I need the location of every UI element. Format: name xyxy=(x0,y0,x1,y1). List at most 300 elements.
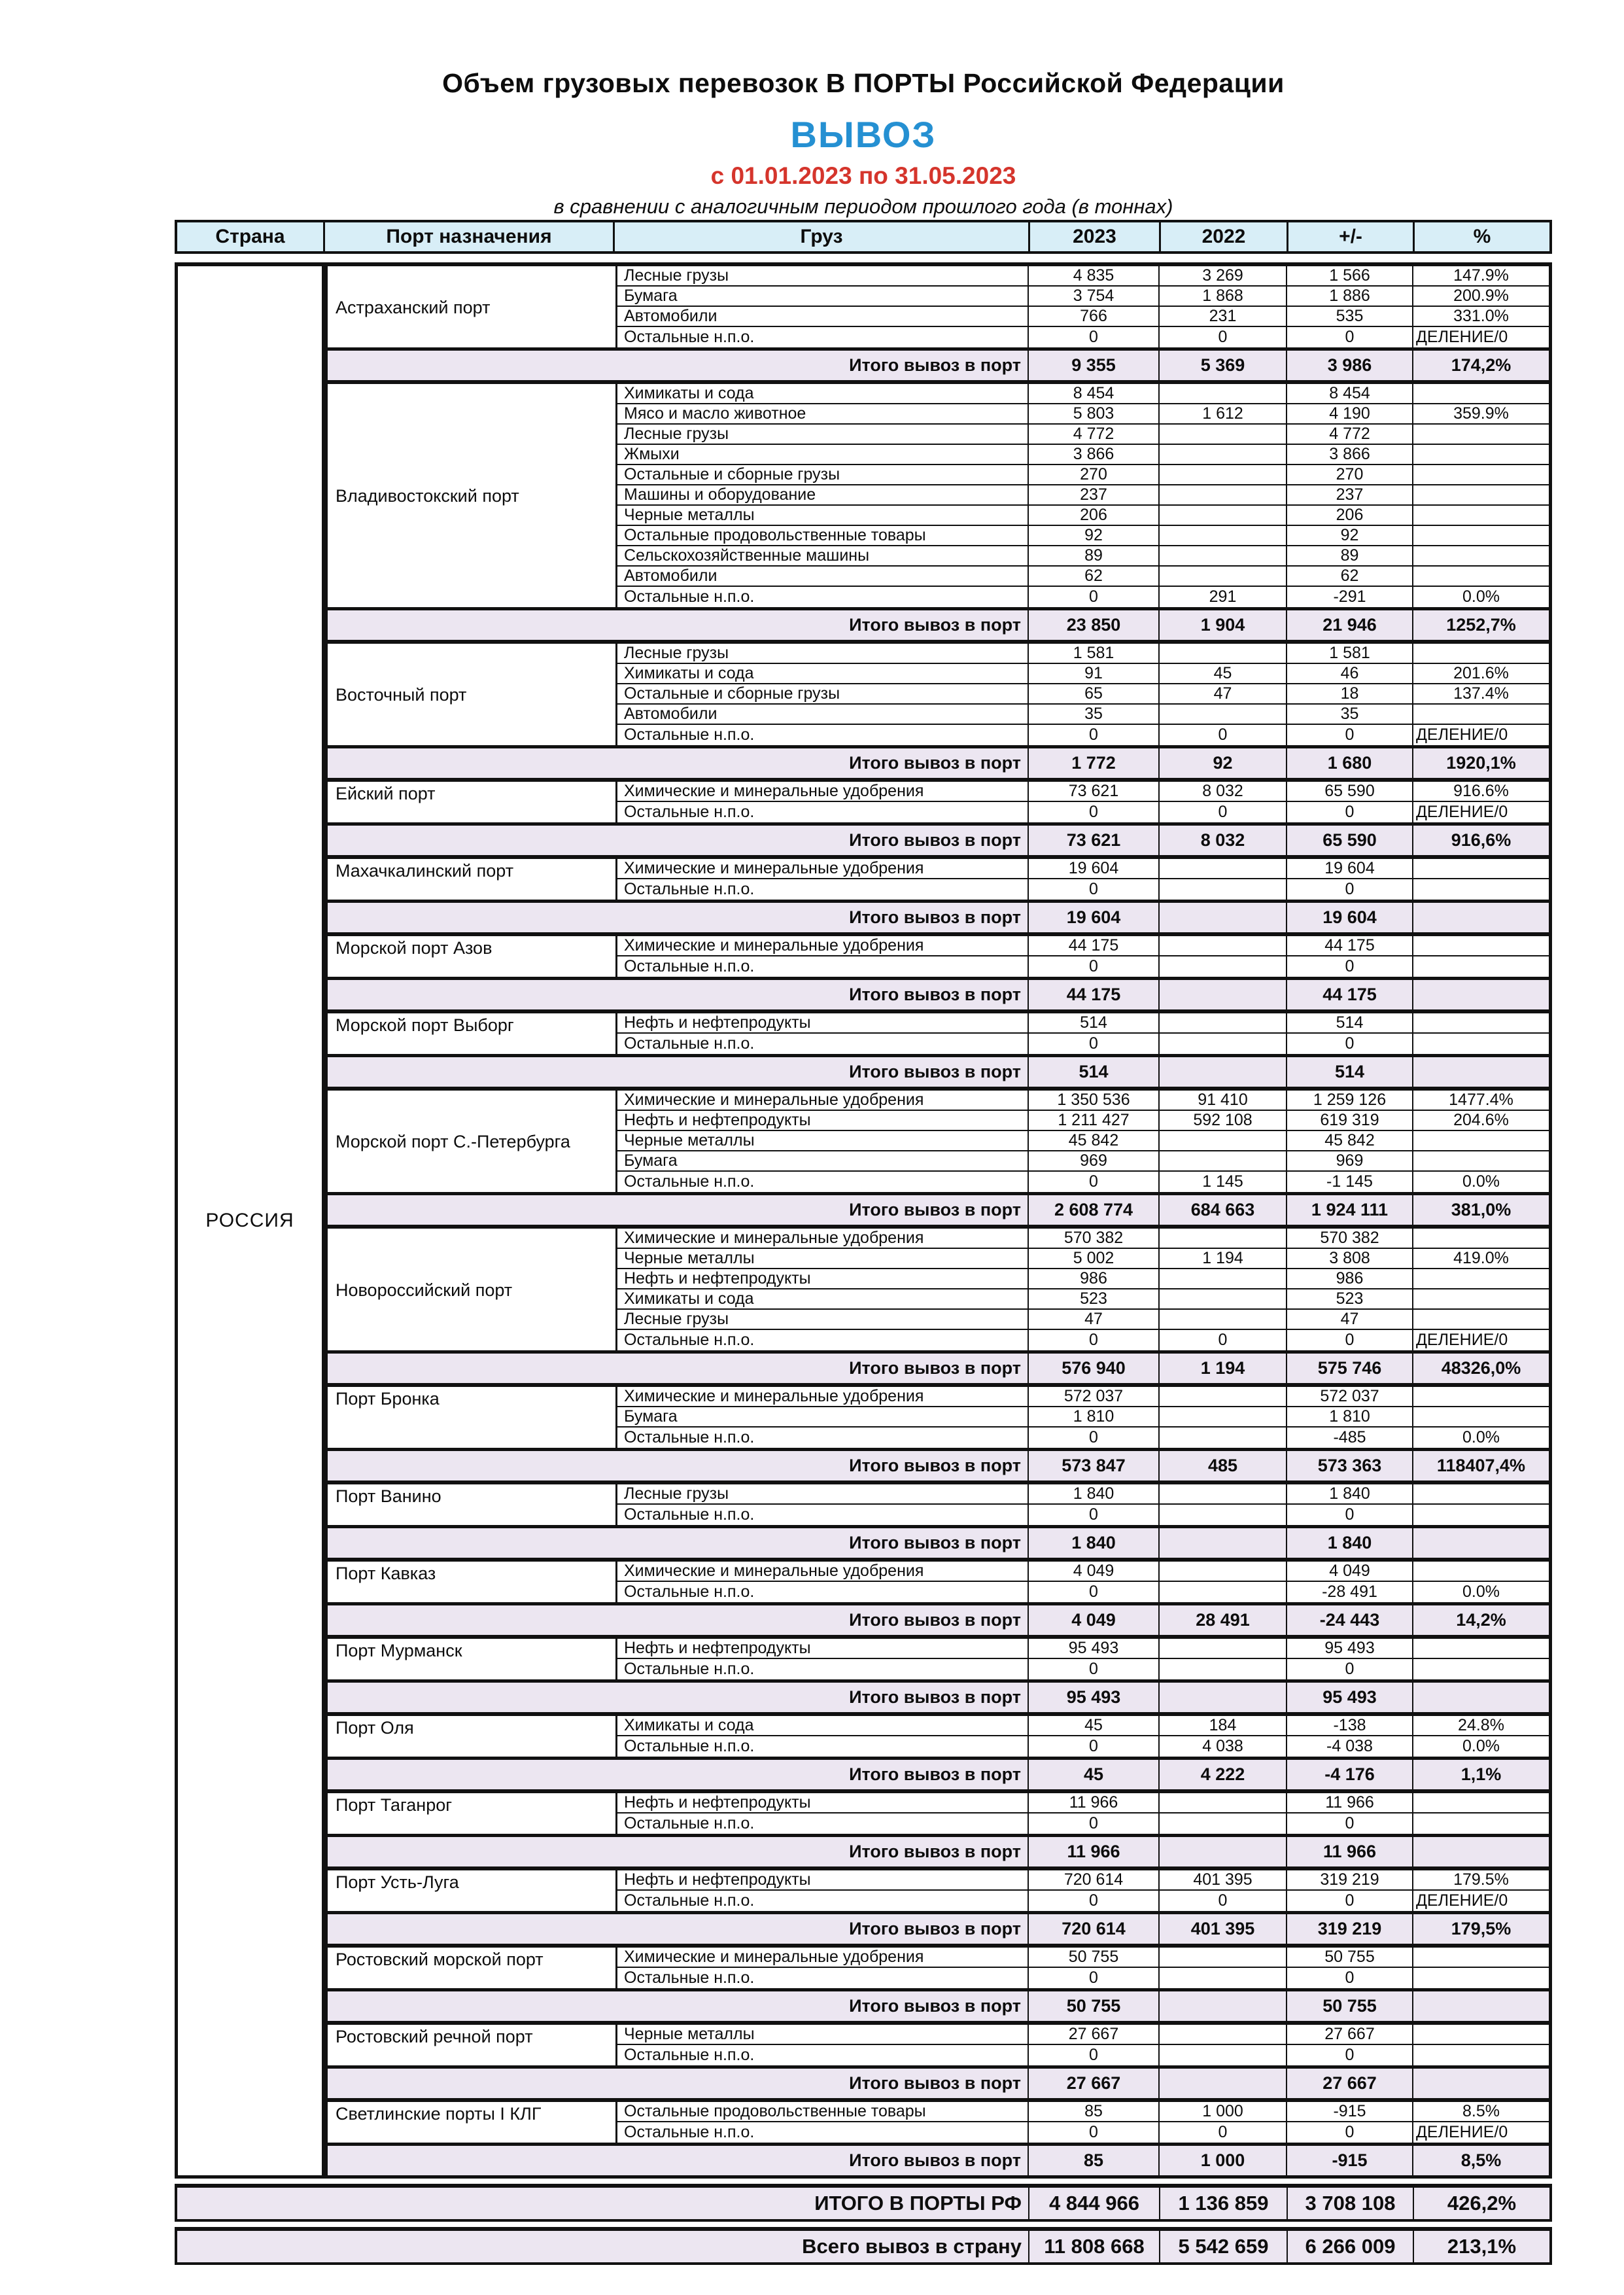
cell-percent xyxy=(1412,1639,1549,1659)
cell-2022: 291 xyxy=(1158,587,1286,607)
cell-percent xyxy=(1412,1505,1549,1525)
cell-2023: 35 xyxy=(1028,705,1158,725)
cell-2023: 11 966 xyxy=(1028,1793,1158,1813)
cell-diff: 3 808 xyxy=(1286,1249,1412,1269)
cell-percent: 0.0% xyxy=(1412,587,1549,607)
cell-cargo: Нефть и нефтепродукты xyxy=(617,1111,1028,1131)
cell-percent xyxy=(1412,1151,1549,1172)
port-name: Порт Мурманск xyxy=(328,1639,617,1679)
port-total-label: Итого вывоз в порт xyxy=(328,1834,1028,1866)
cell-percent xyxy=(1412,859,1549,879)
cell-2022: 1 612 xyxy=(1158,404,1286,425)
cell-percent: 359.9% xyxy=(1412,404,1549,425)
port-total-label: Итого вывоз в порт xyxy=(328,977,1028,1009)
cell-2023: 92 xyxy=(1028,526,1158,546)
cell-diff: 0 xyxy=(1286,802,1412,822)
port-total-diff: -24 443 xyxy=(1286,1602,1412,1635)
cell-2023: 45 842 xyxy=(1028,1131,1158,1151)
port-name: Астраханский порт xyxy=(328,266,617,347)
grand-total-label: ИТОГО В ПОРТЫ РФ xyxy=(814,2192,1022,2215)
port-total-pct xyxy=(1412,2065,1549,2098)
cell-2022 xyxy=(1158,1968,1286,1988)
cell-diff: 1 581 xyxy=(1286,644,1412,664)
cell-cargo: Автомобили xyxy=(617,567,1028,587)
cell-cargo: Черные металлы xyxy=(617,1249,1028,1269)
cell-2022 xyxy=(1158,1948,1286,1968)
cell-percent: ДЕЛЕНИЕ/0 xyxy=(1412,802,1549,822)
port-name: Новороссийский порт xyxy=(328,1229,617,1350)
cell-percent xyxy=(1412,644,1549,664)
port-total-diff: 27 667 xyxy=(1286,2065,1412,2098)
cell-cargo: Жмыхи xyxy=(617,445,1028,465)
cell-percent: 916.6% xyxy=(1412,782,1549,802)
port-block xyxy=(328,1480,1549,1558)
cell-diff: 50 755 xyxy=(1286,1948,1412,1968)
port-total-label: Итого вывоз в порт xyxy=(328,2143,1028,2175)
port-total-diff: 573 363 xyxy=(1286,1448,1412,1480)
port-total-label: Итого вывоз в порт xyxy=(328,2065,1028,2098)
cell-2022 xyxy=(1158,1484,1286,1505)
cell-2022: 0 xyxy=(1158,725,1286,745)
port-total-label: Итого вывоз в порт xyxy=(328,900,1028,932)
port-total-label: Итого вывоз в порт xyxy=(328,347,1028,380)
cell-diff: -291 xyxy=(1286,587,1412,607)
port-total-y2023: 2 608 774 xyxy=(1028,1192,1158,1225)
port-total-pct: 14,2% xyxy=(1412,1602,1549,1635)
cell-cargo: Химикаты и сода xyxy=(617,1716,1028,1736)
port-total-y2023: 720 614 xyxy=(1028,1911,1158,1944)
cell-2023: 0 xyxy=(1028,1659,1158,1679)
cell-2023: 1 350 536 xyxy=(1028,1091,1158,1111)
grand-total-row-country xyxy=(175,2227,1552,2265)
port-name: Морской порт Азов xyxy=(328,936,617,977)
cell-diff: 4 190 xyxy=(1286,404,1412,425)
cell-cargo: Химикаты и сода xyxy=(617,384,1028,404)
port-total-label: Итого вывоз в порт xyxy=(328,1988,1028,2021)
port-block xyxy=(328,1225,1549,1383)
cell-diff: 523 xyxy=(1286,1289,1412,1310)
cell-2023: 45 xyxy=(1028,1716,1158,1736)
cell-diff: 19 604 xyxy=(1286,859,1412,879)
cell-2023: 237 xyxy=(1028,485,1158,506)
port-total-y2023: 4 049 xyxy=(1028,1602,1158,1635)
port-total-y2022 xyxy=(1158,977,1286,1009)
cell-2022: 592 108 xyxy=(1158,1111,1286,1131)
cell-percent: 147.9% xyxy=(1412,266,1549,287)
cell-cargo: Сельскохозяйственные машины xyxy=(617,546,1028,567)
cell-2023: 0 xyxy=(1028,956,1158,977)
cell-cargo: Химические и минеральные удобрения xyxy=(617,936,1028,956)
cell-2023: 0 xyxy=(1028,2045,1158,2065)
cell-diff: 1 566 xyxy=(1286,266,1412,287)
port-total-diff: 65 590 xyxy=(1286,822,1412,855)
cell-percent: ДЕЛЕНИЕ/0 xyxy=(1412,2122,1549,2143)
port-name: Порт Бронка xyxy=(328,1387,617,1448)
cell-2023: 3 866 xyxy=(1028,445,1158,465)
port-block xyxy=(328,380,1549,640)
cell-2023: 4 772 xyxy=(1028,425,1158,445)
cell-cargo: Остальные н.п.о. xyxy=(624,1428,755,1446)
port-total-y2022: 28 491 xyxy=(1158,1602,1286,1635)
cell-cargo: Остальные н.п.о. xyxy=(624,2123,755,2141)
cell-2023: 0 xyxy=(1028,1172,1158,1192)
cell-cargo: Химические и минеральные удобрения xyxy=(617,1229,1028,1249)
port-total-pct xyxy=(1412,1988,1549,2021)
port-name: Восточный порт xyxy=(328,644,617,745)
cell-percent xyxy=(1412,526,1549,546)
cell-percent xyxy=(1412,1484,1549,1505)
cell-2022 xyxy=(1158,1387,1286,1407)
cell-2022 xyxy=(1158,1639,1286,1659)
cell-2022 xyxy=(1158,1151,1286,1172)
port-total-diff: -915 xyxy=(1286,2143,1412,2175)
port-name: Порт Кавказ xyxy=(328,1562,617,1602)
cell-percent: 331.0% xyxy=(1412,307,1549,327)
grand-total-diff: 3 708 108 xyxy=(1287,2188,1413,2219)
cell-percent: 0.0% xyxy=(1412,1172,1549,1192)
cell-percent xyxy=(1412,384,1549,404)
cell-percent xyxy=(1412,956,1549,977)
cell-percent xyxy=(1412,1229,1549,1249)
port-total-y2022: 1 904 xyxy=(1158,607,1286,640)
cell-percent xyxy=(1412,1131,1549,1151)
port-total-label: Итого вывоз в порт xyxy=(328,1679,1028,1712)
cell-2022: 1 194 xyxy=(1158,1249,1286,1269)
cell-2022: 0 xyxy=(1158,2122,1286,2143)
cell-diff: 986 xyxy=(1286,1269,1412,1289)
port-total-y2023: 11 966 xyxy=(1028,1834,1158,1866)
cell-cargo: Остальные н.п.о. xyxy=(624,1505,755,1524)
table-body xyxy=(175,262,1552,2179)
port-total-diff: 95 493 xyxy=(1286,1679,1412,1712)
port-total-y2022: 92 xyxy=(1158,745,1286,778)
port-total-label: Итого вывоз в порт xyxy=(328,1350,1028,1383)
cell-2022 xyxy=(1158,1428,1286,1448)
cell-diff: 0 xyxy=(1286,1034,1412,1054)
port-total-y2023: 27 667 xyxy=(1028,2065,1158,2098)
cell-percent: 204.6% xyxy=(1412,1111,1549,1131)
cell-cargo: Остальные н.п.о. xyxy=(624,1969,755,1987)
cell-cargo: Нефть и нефтепродукты xyxy=(617,1269,1028,1289)
cell-cargo: Лесные грузы xyxy=(617,1484,1028,1505)
cell-diff: 0 xyxy=(1286,1659,1412,1679)
port-name: Ростовский речной порт xyxy=(328,2025,617,2065)
port-total-diff: 1 680 xyxy=(1286,745,1412,778)
port-total-label: Итого вывоз в порт xyxy=(328,607,1028,640)
port-block xyxy=(328,1866,1549,1944)
cell-2022: 45 xyxy=(1158,664,1286,684)
grand-total-2023: 11 808 668 xyxy=(1028,2231,1159,2262)
cell-2022: 0 xyxy=(1158,1330,1286,1350)
port-block xyxy=(328,1944,1549,2021)
port-total-label: Итого вывоз в порт xyxy=(328,745,1028,778)
port-name: Светлинские порты I КЛГ xyxy=(328,2102,617,2143)
cell-2022 xyxy=(1158,2025,1286,2045)
port-block xyxy=(328,1087,1549,1225)
cell-2022: 231 xyxy=(1158,307,1286,327)
cell-percent: 0.0% xyxy=(1412,1428,1549,1448)
port-name: Порт Оля xyxy=(328,1716,617,1757)
cell-2023: 0 xyxy=(1028,2122,1158,2143)
port-block xyxy=(328,855,1549,932)
port-total-pct xyxy=(1412,1525,1549,1558)
cell-2023: 19 604 xyxy=(1028,859,1158,879)
port-total-diff: 21 946 xyxy=(1286,607,1412,640)
port-total-diff: 3 986 xyxy=(1286,347,1412,380)
header-cell-cargo: Груз xyxy=(613,222,1028,251)
port-total-y2022 xyxy=(1158,1054,1286,1087)
port-total-y2022: 401 395 xyxy=(1158,1911,1286,1944)
cell-2023: 1 581 xyxy=(1028,644,1158,664)
cell-cargo: Остальные н.п.о. xyxy=(624,1331,755,1349)
port-name: Порт Таганрог xyxy=(328,1793,617,1834)
cell-cargo: Лесные грузы xyxy=(617,644,1028,664)
header-cell-percent: % xyxy=(1413,222,1549,251)
grand-total-percent: 213,1% xyxy=(1413,2231,1549,2262)
port-total-diff: 319 219 xyxy=(1286,1911,1412,1944)
cell-cargo: Остальные н.п.о. xyxy=(624,587,755,606)
port-block xyxy=(328,1789,1549,1866)
cell-diff: 89 xyxy=(1286,546,1412,567)
cell-percent: ДЕЛЕНИЕ/0 xyxy=(1412,1330,1549,1350)
cell-2023: 1 810 xyxy=(1028,1407,1158,1428)
cell-diff: 46 xyxy=(1286,664,1412,684)
cell-2022 xyxy=(1158,445,1286,465)
cell-diff: 1 840 xyxy=(1286,1484,1412,1505)
grand-total-diff: 6 266 009 xyxy=(1287,2231,1413,2262)
cell-2023: 85 xyxy=(1028,2102,1158,2122)
table-header-row xyxy=(175,220,1552,254)
cell-2022: 1 868 xyxy=(1158,287,1286,307)
cell-2023: 206 xyxy=(1028,506,1158,526)
period-subtitle: с 01.01.2023 по 31.05.2023 xyxy=(710,162,1016,189)
cell-diff: 0 xyxy=(1286,879,1412,900)
port-block xyxy=(328,2098,1549,2175)
cell-2022 xyxy=(1158,1505,1286,1525)
cell-cargo: Остальные н.п.о. xyxy=(624,1891,755,1910)
port-total-label: Итого вывоз в порт xyxy=(328,1757,1028,1789)
cell-percent xyxy=(1412,1793,1549,1813)
cell-percent xyxy=(1412,936,1549,956)
cell-cargo: Бумага xyxy=(617,1151,1028,1172)
cell-percent xyxy=(1412,567,1549,587)
cell-percent: 179.5% xyxy=(1412,1870,1549,1891)
cell-2022 xyxy=(1158,1793,1286,1813)
cell-2022 xyxy=(1158,1229,1286,1249)
cell-2022 xyxy=(1158,1034,1286,1054)
grand-total-2023: 4 844 966 xyxy=(1028,2188,1159,2219)
cell-2022 xyxy=(1158,1269,1286,1289)
country-cell: РОССИЯ xyxy=(178,266,328,2175)
cell-diff: -485 xyxy=(1286,1428,1412,1448)
cell-diff: 95 493 xyxy=(1286,1639,1412,1659)
port-block xyxy=(328,778,1549,855)
cell-2023: 65 xyxy=(1028,684,1158,705)
freight-table xyxy=(175,220,1552,2265)
cell-2022 xyxy=(1158,644,1286,664)
cell-cargo: Бумага xyxy=(617,287,1028,307)
cell-cargo: Бумага xyxy=(617,1407,1028,1428)
cell-2023: 0 xyxy=(1028,587,1158,607)
cell-cargo: Мясо и масло животное xyxy=(617,404,1028,425)
port-block xyxy=(328,266,1549,380)
cell-cargo: Автомобили xyxy=(617,307,1028,327)
cell-2022 xyxy=(1158,859,1286,879)
cell-cargo: Остальные продовольственные товары xyxy=(617,2102,1028,2122)
cell-cargo: Черные металлы xyxy=(617,506,1028,526)
cell-percent xyxy=(1412,1310,1549,1330)
port-total-diff: 514 xyxy=(1286,1054,1412,1087)
cell-cargo: Нефть и нефтепродукты xyxy=(617,1639,1028,1659)
cell-2023: 0 xyxy=(1028,1505,1158,1525)
cell-2022 xyxy=(1158,879,1286,900)
cell-2023: 986 xyxy=(1028,1269,1158,1289)
port-total-y2022: 1 000 xyxy=(1158,2143,1286,2175)
cell-cargo: Лесные грузы xyxy=(617,266,1028,287)
cell-2022 xyxy=(1158,485,1286,506)
cell-cargo: Остальные н.п.о. xyxy=(624,1814,755,1832)
cell-2022: 1 145 xyxy=(1158,1172,1286,1192)
cell-percent xyxy=(1412,1407,1549,1428)
cell-2022: 401 395 xyxy=(1158,1870,1286,1891)
cell-2023: 0 xyxy=(1028,1582,1158,1602)
port-total-diff: 50 755 xyxy=(1286,1988,1412,2021)
cell-cargo: Нефть и нефтепродукты xyxy=(617,1870,1028,1891)
cell-diff: 0 xyxy=(1286,1813,1412,1834)
port-block xyxy=(328,1558,1549,1635)
cell-cargo: Химикаты и сода xyxy=(617,1289,1028,1310)
grand-total-row-ports xyxy=(175,2184,1552,2222)
cell-percent: 200.9% xyxy=(1412,287,1549,307)
cell-diff: 62 xyxy=(1286,567,1412,587)
port-total-pct: 174,2% xyxy=(1412,347,1549,380)
port-total-y2023: 19 604 xyxy=(1028,900,1158,932)
cell-2022 xyxy=(1158,1582,1286,1602)
port-total-label: Итого вывоз в порт xyxy=(328,1525,1028,1558)
cell-diff: 0 xyxy=(1286,1891,1412,1911)
grand-total-2022: 5 542 659 xyxy=(1159,2231,1287,2262)
cell-diff: 8 454 xyxy=(1286,384,1412,404)
cell-percent xyxy=(1412,1289,1549,1310)
port-total-label: Итого вывоз в порт xyxy=(328,1602,1028,1635)
cell-2022: 0 xyxy=(1158,802,1286,822)
port-total-y2022: 5 369 xyxy=(1158,347,1286,380)
cell-percent xyxy=(1412,445,1549,465)
cell-2023: 95 493 xyxy=(1028,1639,1158,1659)
port-total-pct: 179,5% xyxy=(1412,1911,1549,1944)
cell-diff: 4 772 xyxy=(1286,425,1412,445)
cell-2023: 0 xyxy=(1028,1330,1158,1350)
cell-diff: 18 xyxy=(1286,684,1412,705)
cell-percent xyxy=(1412,506,1549,526)
cell-diff: 92 xyxy=(1286,526,1412,546)
header-cell-diff: +/- xyxy=(1287,222,1413,251)
cell-cargo: Нефть и нефтепродукты xyxy=(617,1793,1028,1813)
grand-total-percent: 426,2% xyxy=(1413,2188,1549,2219)
port-total-y2023: 573 847 xyxy=(1028,1448,1158,1480)
cell-2023: 3 754 xyxy=(1028,287,1158,307)
port-block xyxy=(328,1383,1549,1480)
cell-diff: 44 175 xyxy=(1286,936,1412,956)
port-total-y2022: 684 663 xyxy=(1158,1192,1286,1225)
cell-cargo: Остальные н.п.о. xyxy=(624,803,755,821)
port-name: Ростовский морской порт xyxy=(328,1948,617,1988)
cell-2022: 1 000 xyxy=(1158,2102,1286,2122)
port-total-y2023: 44 175 xyxy=(1028,977,1158,1009)
cell-diff: 572 037 xyxy=(1286,1387,1412,1407)
port-block xyxy=(328,932,1549,1009)
cell-2023: 1 211 427 xyxy=(1028,1111,1158,1131)
cell-2023: 720 614 xyxy=(1028,1870,1158,1891)
port-name: Морской порт С.-Петербурга xyxy=(328,1091,617,1192)
cell-cargo: Остальные и сборные грузы xyxy=(617,465,1028,485)
cell-2023: 572 037 xyxy=(1028,1387,1158,1407)
cell-percent: ДЕЛЕНИЕ/0 xyxy=(1412,725,1549,745)
cell-diff: 0 xyxy=(1286,2045,1412,2065)
cell-percent xyxy=(1412,1659,1549,1679)
port-total-y2022 xyxy=(1158,1525,1286,1558)
port-total-pct xyxy=(1412,1834,1549,1866)
page-title: Объем грузовых перевозок В ПОРТЫ Российской Федерации xyxy=(442,68,1285,98)
cell-diff: 1 259 126 xyxy=(1286,1091,1412,1111)
cell-cargo: Остальные н.п.о. xyxy=(624,957,755,975)
cell-percent xyxy=(1412,1013,1549,1034)
cell-diff: 514 xyxy=(1286,1013,1412,1034)
cell-cargo: Остальные н.п.о. xyxy=(624,328,755,346)
cell-diff: 45 842 xyxy=(1286,1131,1412,1151)
cell-2022: 4 038 xyxy=(1158,1736,1286,1757)
cell-percent xyxy=(1412,485,1549,506)
cell-2022 xyxy=(1158,936,1286,956)
port-total-y2023: 45 xyxy=(1028,1757,1158,1789)
cell-diff: 0 xyxy=(1286,956,1412,977)
cell-percent xyxy=(1412,1034,1549,1054)
port-total-y2022: 485 xyxy=(1158,1448,1286,1480)
grand-total-label: Всего вывоз в страну xyxy=(802,2235,1022,2258)
cell-percent: ДЕЛЕНИЕ/0 xyxy=(1412,1891,1549,1911)
cell-2022 xyxy=(1158,506,1286,526)
cell-diff: 65 590 xyxy=(1286,782,1412,802)
port-name: Порт Усть-Луга xyxy=(328,1870,617,1911)
port-name: Владивостокский порт xyxy=(328,384,617,607)
cell-diff: 0 xyxy=(1286,1505,1412,1525)
cell-diff: 1 810 xyxy=(1286,1407,1412,1428)
cell-2023: 570 382 xyxy=(1028,1229,1158,1249)
cell-cargo: Остальные продовольственные товары xyxy=(617,526,1028,546)
cell-2023: 0 xyxy=(1028,1428,1158,1448)
port-total-pct: 1,1% xyxy=(1412,1757,1549,1789)
port-total-pct: 48326,0% xyxy=(1412,1350,1549,1383)
cell-cargo: Химические и минеральные удобрения xyxy=(617,859,1028,879)
cell-2023: 4 049 xyxy=(1028,1562,1158,1582)
cell-2023: 91 xyxy=(1028,664,1158,684)
cell-2022: 91 410 xyxy=(1158,1091,1286,1111)
comparison-note: в сравнении с аналогичным периодом прошлого года (в тоннах) xyxy=(553,195,1173,218)
cell-2022 xyxy=(1158,546,1286,567)
cell-diff: 619 319 xyxy=(1286,1111,1412,1131)
cell-percent: 1477.4% xyxy=(1412,1091,1549,1111)
cell-percent xyxy=(1412,1387,1549,1407)
port-total-pct xyxy=(1412,900,1549,932)
cell-diff: 47 xyxy=(1286,1310,1412,1330)
ports-rows xyxy=(328,266,1549,2175)
cell-2023: 73 621 xyxy=(1028,782,1158,802)
cell-percent: 0.0% xyxy=(1412,1736,1549,1757)
cell-2023: 89 xyxy=(1028,546,1158,567)
port-total-diff: 575 746 xyxy=(1286,1350,1412,1383)
cell-cargo: Машины и оборудование xyxy=(617,485,1028,506)
cell-cargo: Остальные и сборные грузы xyxy=(617,684,1028,705)
